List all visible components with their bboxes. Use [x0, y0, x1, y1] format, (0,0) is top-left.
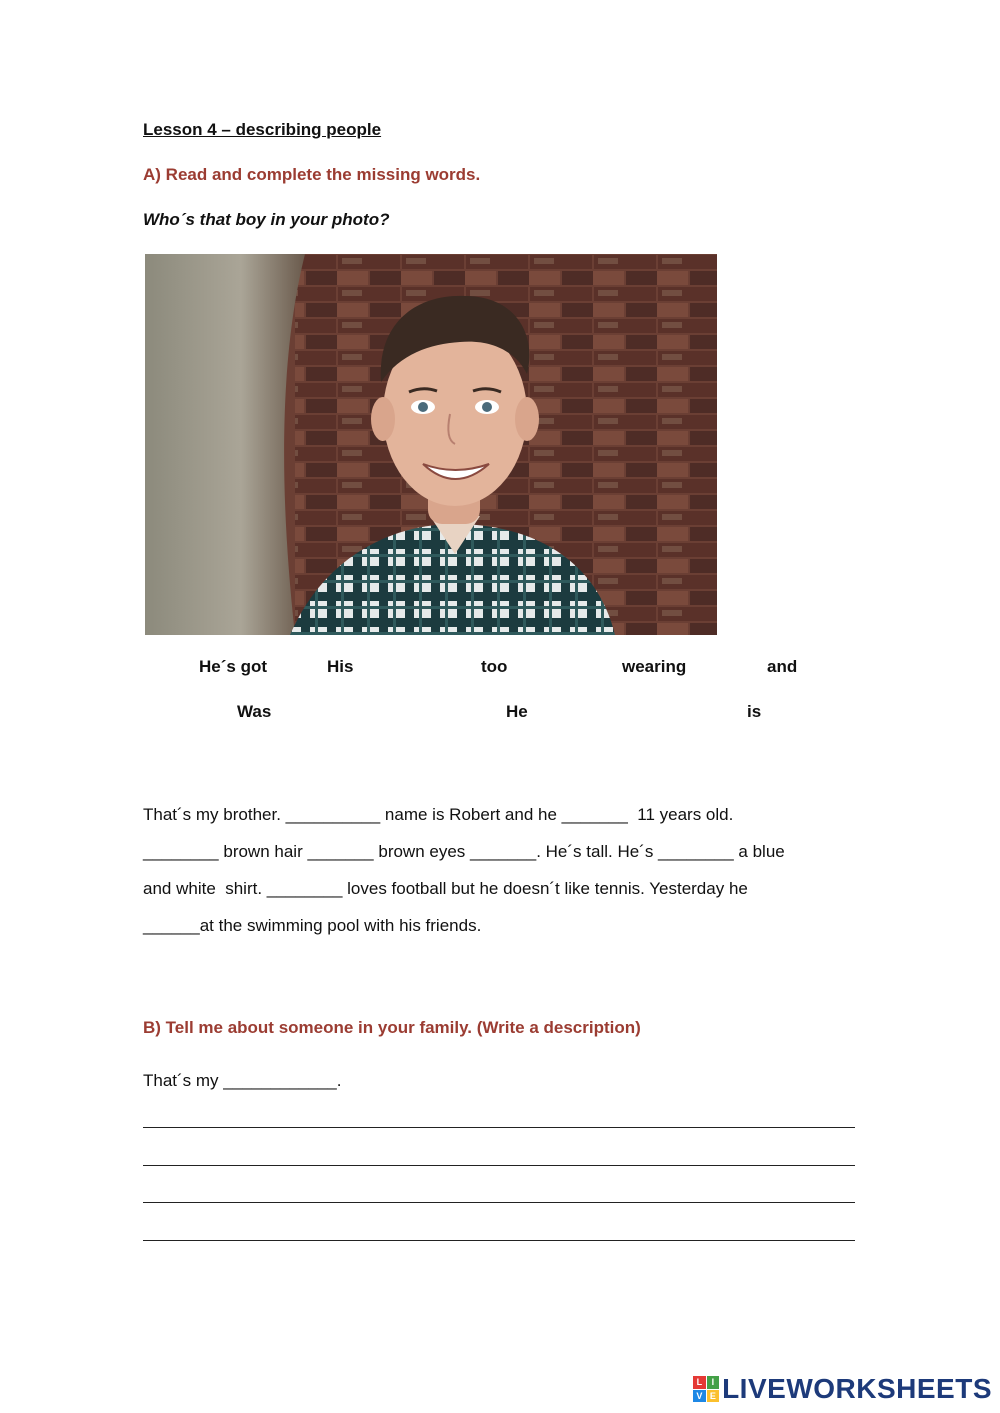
writing-line[interactable] — [143, 1202, 855, 1203]
badge-letter: E — [707, 1390, 720, 1403]
question-text: Who´s that boy in your photo? — [143, 210, 390, 229]
word-bank-item: wearing — [622, 657, 687, 676]
word-bank-item: is — [747, 702, 762, 721]
word-bank-item: and — [767, 657, 798, 676]
badge-letter: L — [693, 1376, 706, 1389]
badge-letter: V — [693, 1390, 706, 1403]
word-bank-item: He´s got — [199, 657, 267, 676]
word-bank-item: He — [506, 702, 528, 721]
word-bank-item: His — [327, 657, 354, 676]
lesson-title: Lesson 4 – describing people — [143, 120, 382, 139]
writing-line[interactable] — [143, 1240, 855, 1241]
paragraph-line[interactable]: That´s my brother. __________ name is Robert and he _______ 11 years old. — [143, 805, 734, 824]
writing-line[interactable] — [143, 1165, 855, 1166]
writing-line[interactable] — [143, 1127, 855, 1128]
logo-text: LIVEWORKSHEETS — [722, 1373, 992, 1404]
gap-fill-paragraph — [143, 796, 863, 944]
badge-letter: I — [707, 1376, 720, 1389]
section-a-heading: A) Read and complete the missing words. — [143, 165, 481, 184]
word-bank-item: too — [481, 657, 508, 676]
word-bank-item: Was — [237, 702, 272, 721]
description-prompt[interactable]: That´s my ____________. — [143, 1071, 342, 1090]
logo-badge-icon — [693, 1376, 719, 1402]
paragraph-line[interactable]: ________ brown hair _______ brown eyes _______. He´s tall. He´s ________ a blue — [143, 842, 785, 861]
section-b-heading: B) Tell me about someone in your family. (Write a description) — [143, 1018, 641, 1037]
liveworksheets-logo — [693, 1373, 992, 1405]
paragraph-line[interactable]: and white shirt. ________ loves football but he doesn´t like tennis. Yesterday he — [143, 879, 748, 898]
paragraph-line[interactable]: ______at the swimming pool with his friends. — [143, 916, 482, 935]
boy-photo — [145, 254, 717, 635]
